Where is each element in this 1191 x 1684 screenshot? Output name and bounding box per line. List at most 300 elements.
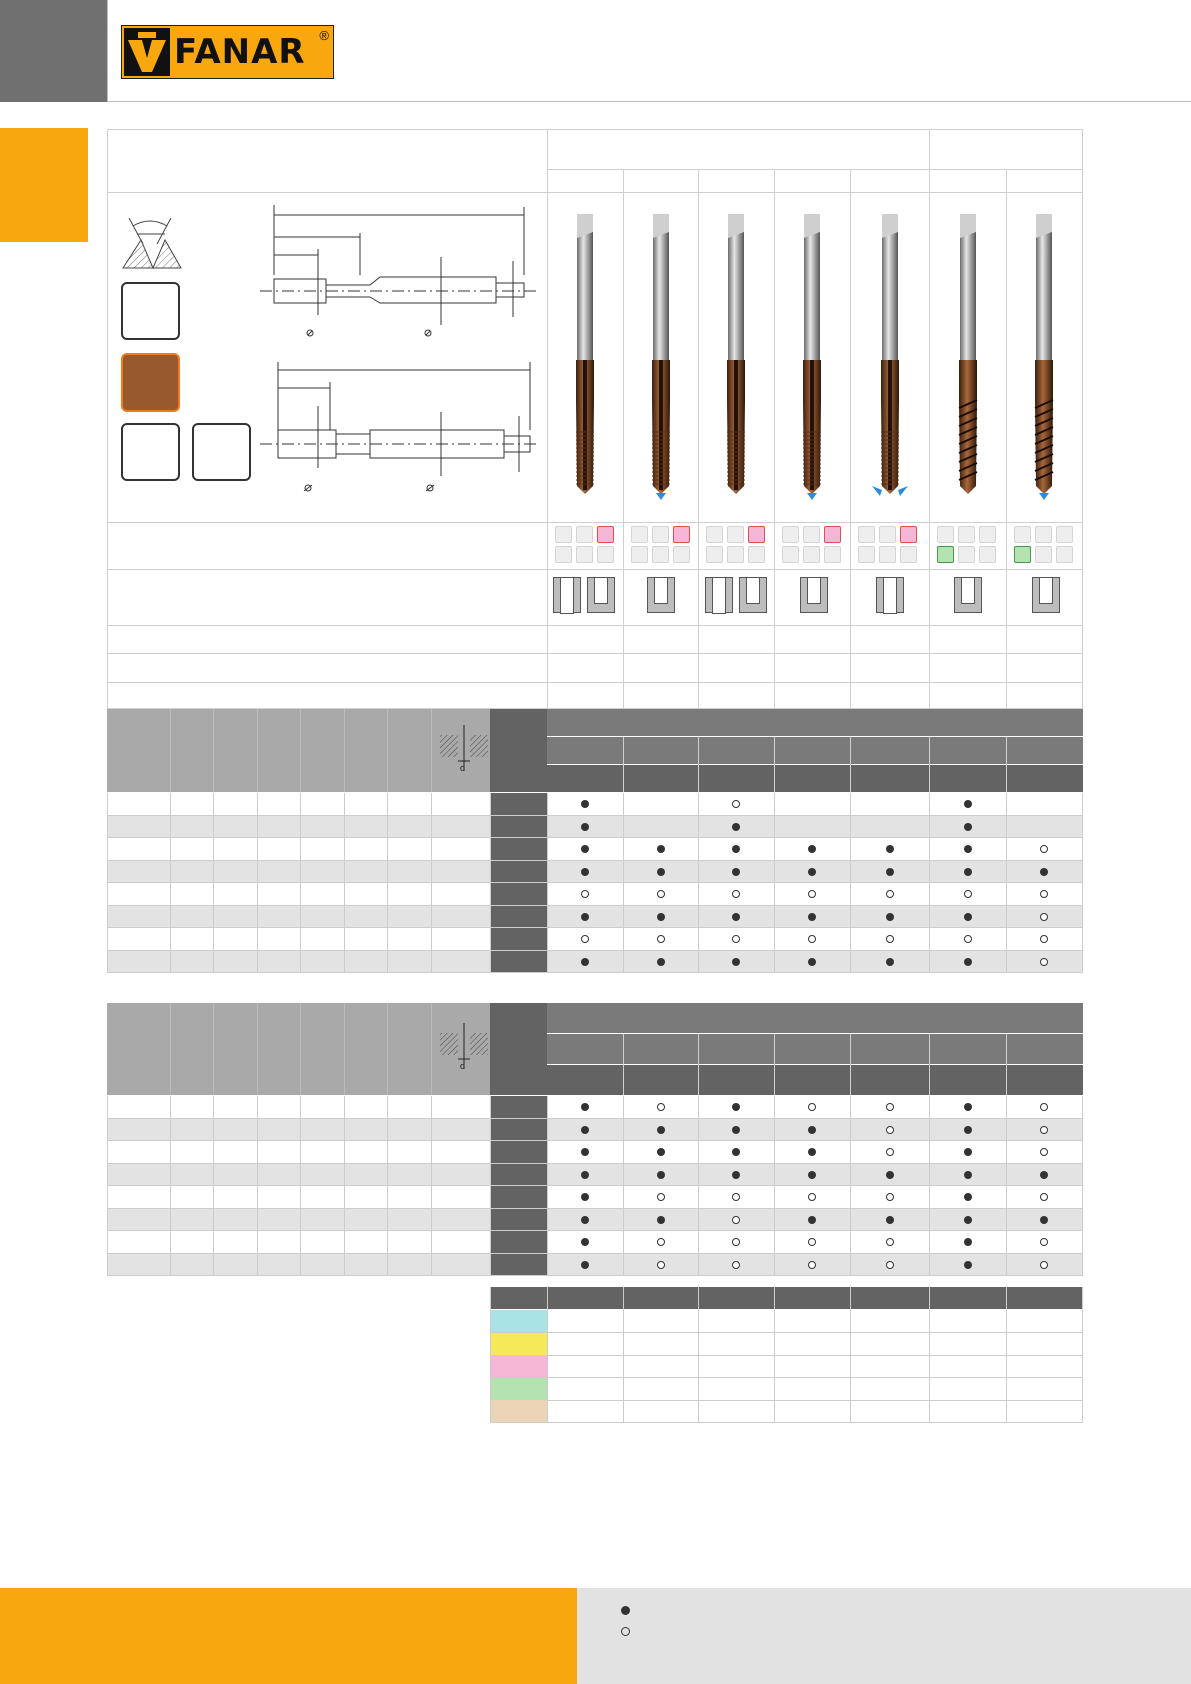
empty-circle-icon — [657, 935, 665, 943]
empty-circle-icon — [1040, 1238, 1048, 1246]
legend-col-line — [850, 1287, 851, 1423]
table1-code-cell — [490, 861, 547, 884]
filled-circle-icon — [581, 1261, 589, 1269]
table1-col-line — [213, 793, 214, 973]
table2-col-line — [490, 1096, 491, 1276]
table2-col-line — [1082, 1096, 1083, 1276]
table2-code-cell — [490, 1209, 547, 1232]
material-square — [937, 526, 954, 543]
filled-circle-icon — [964, 958, 972, 966]
filled-circle-icon — [808, 868, 816, 876]
col-divider — [623, 169, 624, 709]
empty-circle-icon — [886, 1193, 894, 1201]
filled-circle-icon — [808, 1216, 816, 1224]
col-divider — [774, 169, 775, 709]
filled-circle-icon — [732, 1126, 740, 1134]
filled-circle-icon — [808, 1148, 816, 1156]
header-divider — [107, 101, 1191, 102]
material-square — [631, 546, 648, 563]
header-gray-block — [0, 0, 107, 102]
tap-hole-icon — [440, 1023, 488, 1073]
table1-row-bg — [107, 951, 1083, 974]
tap-drawing-reinforced — [258, 205, 540, 345]
table2-col-line — [698, 1096, 699, 1276]
filled-circle-icon — [732, 1103, 740, 1111]
filled-circle-icon — [657, 1148, 665, 1156]
table1-code-cell — [490, 883, 547, 906]
fanar-logo — [121, 25, 334, 79]
tap-tool-image — [716, 210, 756, 500]
empty-circle-icon — [732, 935, 740, 943]
empty-circle-icon — [657, 890, 665, 898]
svg-text:d: d — [460, 763, 466, 773]
material-square — [958, 526, 975, 543]
material-square — [706, 546, 723, 563]
tap-drawing-standard — [258, 360, 540, 500]
filled-circle-icon — [964, 823, 972, 831]
filled-circle-icon — [886, 913, 894, 921]
material-square — [782, 526, 799, 543]
table1-col-line — [1082, 793, 1083, 973]
material-square — [576, 526, 593, 543]
table-line-images — [107, 522, 1083, 523]
filled-circle-icon — [886, 958, 894, 966]
filled-circle-icon — [732, 913, 740, 921]
chamfer-box — [192, 423, 251, 481]
table2-col-line — [387, 1096, 388, 1276]
legend-row-line — [490, 1377, 1083, 1378]
thread-standard-box — [121, 282, 180, 340]
table1-row-line — [107, 927, 1083, 928]
material-square — [1014, 546, 1031, 563]
empty-circle-icon — [1040, 845, 1048, 853]
header-col-line — [698, 737, 699, 792]
table1-col-line — [107, 793, 108, 973]
empty-circle-icon — [1040, 1261, 1048, 1269]
empty-circle-icon — [886, 1238, 894, 1246]
filled-circle-icon — [964, 1171, 972, 1179]
material-square — [652, 526, 669, 543]
legend-color-swatch — [490, 1400, 547, 1422]
tap-tool-image — [1024, 210, 1064, 500]
table1-col-line — [698, 793, 699, 973]
filled-circle-icon — [964, 1103, 972, 1111]
empty-circle-icon — [808, 1261, 816, 1269]
table2-col-line — [929, 1096, 930, 1276]
table1-header-bottom — [547, 765, 1083, 792]
header-col-line — [213, 1003, 214, 1095]
empty-circle-icon — [886, 1148, 894, 1156]
material-square — [879, 546, 896, 563]
blind-hole-icon — [1032, 577, 1060, 613]
material-square — [576, 546, 593, 563]
empty-circle-icon — [732, 890, 740, 898]
empty-circle-icon — [581, 890, 589, 898]
table1-col-line — [257, 793, 258, 973]
material-square — [597, 526, 614, 543]
empty-circle-icon — [808, 1193, 816, 1201]
legend-row-line — [490, 1332, 1083, 1333]
header-col-line — [929, 1034, 930, 1095]
filled-circle-icon — [732, 868, 740, 876]
logo-v-icon — [124, 28, 170, 76]
tap-tool-image — [565, 210, 605, 500]
table2-row-bg — [107, 1209, 1083, 1232]
filled-circle-icon — [808, 845, 816, 853]
tap-tool-image — [792, 210, 832, 500]
filled-circle-icon — [808, 1126, 816, 1134]
filled-circle-icon — [886, 868, 894, 876]
header-divider-vertical — [107, 0, 108, 102]
material-square — [937, 546, 954, 563]
material-square — [673, 546, 690, 563]
table2-code-cell — [490, 1119, 547, 1142]
table2-col-line — [107, 1096, 108, 1276]
table1-header-mid — [547, 737, 1083, 764]
table-header-sub-line — [547, 169, 1083, 170]
header-col-line — [698, 1034, 699, 1095]
section-tab — [0, 128, 88, 242]
filled-circle-icon — [886, 1216, 894, 1224]
header-col-line — [387, 1003, 388, 1095]
table1-col-line — [490, 793, 491, 973]
material-square — [979, 546, 996, 563]
empty-circle-icon — [1040, 1103, 1048, 1111]
header-col-line — [170, 1003, 171, 1095]
table-line-holes — [107, 625, 1083, 626]
filled-circle-icon — [581, 1103, 589, 1111]
filled-circle-icon — [964, 868, 972, 876]
header-col-line — [300, 1003, 301, 1095]
table1-col-line — [431, 793, 432, 973]
filled-circle-icon — [581, 1171, 589, 1179]
col-divider — [698, 169, 699, 709]
table2-code-cell — [490, 1141, 547, 1164]
filled-circle-icon — [657, 958, 665, 966]
table1-header-top — [547, 709, 1083, 736]
filled-circle-icon — [581, 800, 589, 808]
header-col-line — [344, 709, 345, 792]
empty-circle-icon — [886, 1126, 894, 1134]
table2-col-line — [774, 1096, 775, 1276]
header-col-line — [623, 1034, 624, 1095]
empty-circle-icon — [1040, 1148, 1048, 1156]
empty-circle-icon — [1040, 935, 1048, 943]
header-col-line — [213, 709, 214, 792]
filled-circle-icon — [964, 1238, 972, 1246]
filled-circle-icon — [964, 1126, 972, 1134]
table1-code-cell — [490, 793, 547, 816]
header-col-line — [623, 737, 624, 792]
filled-circle-icon — [581, 1216, 589, 1224]
table1-row-bg — [107, 861, 1083, 884]
filled-circle-icon — [581, 1126, 589, 1134]
filled-circle-icon — [964, 913, 972, 921]
material-square — [727, 546, 744, 563]
material-square — [824, 546, 841, 563]
table2-col-line — [213, 1096, 214, 1276]
empty-circle-icon — [886, 935, 894, 943]
empty-circle-icon — [886, 890, 894, 898]
table1-code-cell — [490, 906, 547, 929]
table-line-row2 — [107, 682, 1083, 683]
legend-table-header — [490, 1287, 1083, 1309]
material-square — [727, 526, 744, 543]
empty-circle-icon — [732, 1216, 740, 1224]
table1-header-left — [107, 709, 490, 792]
header-col-line — [257, 1003, 258, 1095]
filled-circle-icon — [732, 958, 740, 966]
filled-circle-icon — [732, 1148, 740, 1156]
empty-circle-icon — [657, 1193, 665, 1201]
header-col-line — [431, 709, 432, 792]
legend-row-line — [490, 1355, 1083, 1356]
material-square — [979, 526, 996, 543]
empty-circle-icon — [808, 935, 816, 943]
legend-color-swatch — [490, 1333, 547, 1355]
filled-circle-icon — [964, 800, 972, 808]
table2-col-line — [623, 1096, 624, 1276]
empty-circle-icon — [581, 935, 589, 943]
material-square — [555, 546, 572, 563]
material-square — [782, 546, 799, 563]
table-line-row1 — [107, 653, 1083, 654]
table1-row-bg — [107, 816, 1083, 839]
material-square — [748, 546, 765, 563]
registered-mark: ® — [319, 28, 329, 43]
filled-circle-icon — [581, 1193, 589, 1201]
empty-circle-icon — [732, 1193, 740, 1201]
empty-circle-icon — [808, 1103, 816, 1111]
filled-circle-icon — [581, 868, 589, 876]
filled-circle-icon — [1040, 1216, 1048, 1224]
table2-col-line — [170, 1096, 171, 1276]
table2-header-bottom — [547, 1065, 1083, 1095]
tap-tool-image — [641, 210, 681, 500]
filled-circle-icon — [964, 1148, 972, 1156]
filled-circle-icon — [808, 1171, 816, 1179]
header-col-line — [774, 737, 775, 792]
table1-col-line — [387, 793, 388, 973]
table2-row-line — [107, 1140, 1083, 1141]
thread-profile-icon — [121, 210, 183, 270]
table2-row-bg — [107, 1119, 1083, 1142]
legend-row-line — [490, 1400, 1083, 1401]
table-header-line — [107, 192, 1083, 193]
filled-circle-icon — [1040, 868, 1048, 876]
table1-col-line — [300, 793, 301, 973]
table2-col-line — [344, 1096, 345, 1276]
filled-circle-icon — [732, 1171, 740, 1179]
table1-col-line — [623, 793, 624, 973]
filled-circle-icon — [657, 913, 665, 921]
header-col-line — [1006, 737, 1007, 792]
filled-circle-icon — [621, 1606, 630, 1615]
legend-row-line — [490, 1422, 1083, 1423]
legend-color-swatch — [490, 1355, 547, 1377]
filled-circle-icon — [657, 1171, 665, 1179]
blind-hole-icon — [954, 577, 982, 613]
empty-circle-icon — [964, 935, 972, 943]
empty-circle-icon — [886, 1103, 894, 1111]
filled-circle-icon — [964, 1193, 972, 1201]
filled-circle-icon — [886, 1171, 894, 1179]
material-square — [1035, 526, 1052, 543]
footer-legend-area — [577, 1588, 1191, 1684]
filled-circle-icon — [808, 958, 816, 966]
material-square — [631, 526, 648, 543]
table1-code-cell — [490, 838, 547, 861]
table1-code-cell — [490, 816, 547, 839]
blind-hole-icon — [647, 577, 675, 613]
material-square — [597, 546, 614, 563]
table-border-top — [107, 129, 1083, 130]
empty-circle-icon — [732, 1238, 740, 1246]
table2-code-cell — [490, 1254, 547, 1277]
filled-circle-icon — [581, 958, 589, 966]
table-border-left — [107, 129, 108, 709]
material-square — [748, 526, 765, 543]
header-col-line — [1006, 1034, 1007, 1095]
table1-col-line — [850, 793, 851, 973]
table1-col-line — [170, 793, 171, 973]
header-col-line — [387, 709, 388, 792]
table1-col-line — [774, 793, 775, 973]
table1-code-cell — [490, 951, 547, 974]
filled-circle-icon — [657, 845, 665, 853]
footer-orange-bar — [0, 1588, 577, 1684]
col-divider — [1006, 169, 1007, 709]
material-square — [958, 546, 975, 563]
material-square — [1035, 546, 1052, 563]
table2-header-top — [547, 1003, 1083, 1033]
empty-circle-icon — [657, 1261, 665, 1269]
empty-circle-icon — [657, 1238, 665, 1246]
through-hole-icon — [705, 577, 733, 613]
table1-row-line — [107, 837, 1083, 838]
tolerance-box — [121, 423, 180, 481]
header-col-line — [850, 737, 851, 792]
empty-circle-icon — [1040, 1126, 1048, 1134]
filled-circle-icon — [581, 845, 589, 853]
table1-col-line — [547, 793, 548, 973]
material-square — [900, 526, 917, 543]
table2-col-line — [257, 1096, 258, 1276]
table2-col-line — [1006, 1096, 1007, 1276]
material-square — [879, 526, 896, 543]
material-square — [803, 546, 820, 563]
table1-code-cell — [490, 928, 547, 951]
blind-hole-icon — [800, 577, 828, 613]
material-square — [900, 546, 917, 563]
empty-circle-icon — [732, 800, 740, 808]
header-col-line — [850, 1034, 851, 1095]
legend-col-line — [929, 1287, 930, 1423]
table-divider-main — [547, 129, 548, 709]
empty-circle-icon — [657, 1103, 665, 1111]
filled-circle-icon — [657, 1216, 665, 1224]
filled-circle-icon — [581, 1148, 589, 1156]
material-square — [1056, 546, 1073, 563]
filled-circle-icon — [964, 1216, 972, 1224]
table1-row-line — [107, 882, 1083, 883]
table2-col-line — [850, 1096, 851, 1276]
empty-circle-icon — [1040, 913, 1048, 921]
table2-row-bg — [107, 1254, 1083, 1277]
filled-circle-icon — [964, 1261, 972, 1269]
filled-circle-icon — [732, 845, 740, 853]
filled-circle-icon — [581, 913, 589, 921]
filled-circle-icon — [581, 1238, 589, 1246]
header-col-line — [431, 1003, 432, 1095]
empty-circle-icon — [1040, 890, 1048, 898]
header-col-line — [774, 1034, 775, 1095]
material-square — [706, 526, 723, 543]
empty-circle-icon — [1040, 1193, 1048, 1201]
table2-row-line — [107, 1275, 1083, 1276]
legend-color-swatch — [490, 1378, 547, 1400]
svg-text:d: d — [460, 1061, 466, 1071]
table1-header-code — [490, 709, 547, 792]
empty-circle-icon — [886, 1261, 894, 1269]
header-col-line — [929, 737, 930, 792]
legend-col-line — [1006, 1287, 1007, 1423]
table2-header-left — [107, 1003, 490, 1095]
through-hole-icon — [553, 577, 581, 613]
filled-circle-icon — [581, 823, 589, 831]
header-col-line — [257, 709, 258, 792]
material-square — [858, 546, 875, 563]
filled-circle-icon — [808, 913, 816, 921]
legend-col-line — [623, 1287, 624, 1423]
material-square — [803, 526, 820, 543]
table2-header-mid — [547, 1034, 1083, 1064]
coating-copper-box — [121, 353, 180, 412]
empty-circle-icon — [732, 1261, 740, 1269]
table-divider-group — [929, 129, 930, 709]
empty-circle-icon — [621, 1627, 630, 1636]
blind-hole-icon — [739, 577, 767, 613]
empty-circle-icon — [808, 890, 816, 898]
table1-row-bg — [107, 906, 1083, 929]
material-square — [1014, 526, 1031, 543]
filled-circle-icon — [657, 868, 665, 876]
empty-circle-icon — [808, 1238, 816, 1246]
filled-circle-icon — [657, 1126, 665, 1134]
material-square — [858, 526, 875, 543]
table2-header-code — [490, 1003, 547, 1095]
table2-code-cell — [490, 1186, 547, 1209]
legend-col-line — [547, 1287, 548, 1423]
material-square — [824, 526, 841, 543]
material-square — [673, 526, 690, 543]
header-col-line — [170, 709, 171, 792]
header-col-line — [300, 709, 301, 792]
table2-row-line — [107, 1185, 1083, 1186]
table1-col-line — [1006, 793, 1007, 973]
filled-circle-icon — [1040, 1171, 1048, 1179]
through-hole-icon — [876, 577, 904, 613]
header-col-line — [344, 1003, 345, 1095]
tap-tool-image — [948, 210, 988, 500]
tap-hole-icon — [440, 725, 488, 775]
table1-row-line — [107, 972, 1083, 973]
material-square — [555, 526, 572, 543]
empty-circle-icon — [1040, 958, 1048, 966]
table2-col-line — [300, 1096, 301, 1276]
material-square — [1056, 526, 1073, 543]
legend-col-line — [774, 1287, 775, 1423]
